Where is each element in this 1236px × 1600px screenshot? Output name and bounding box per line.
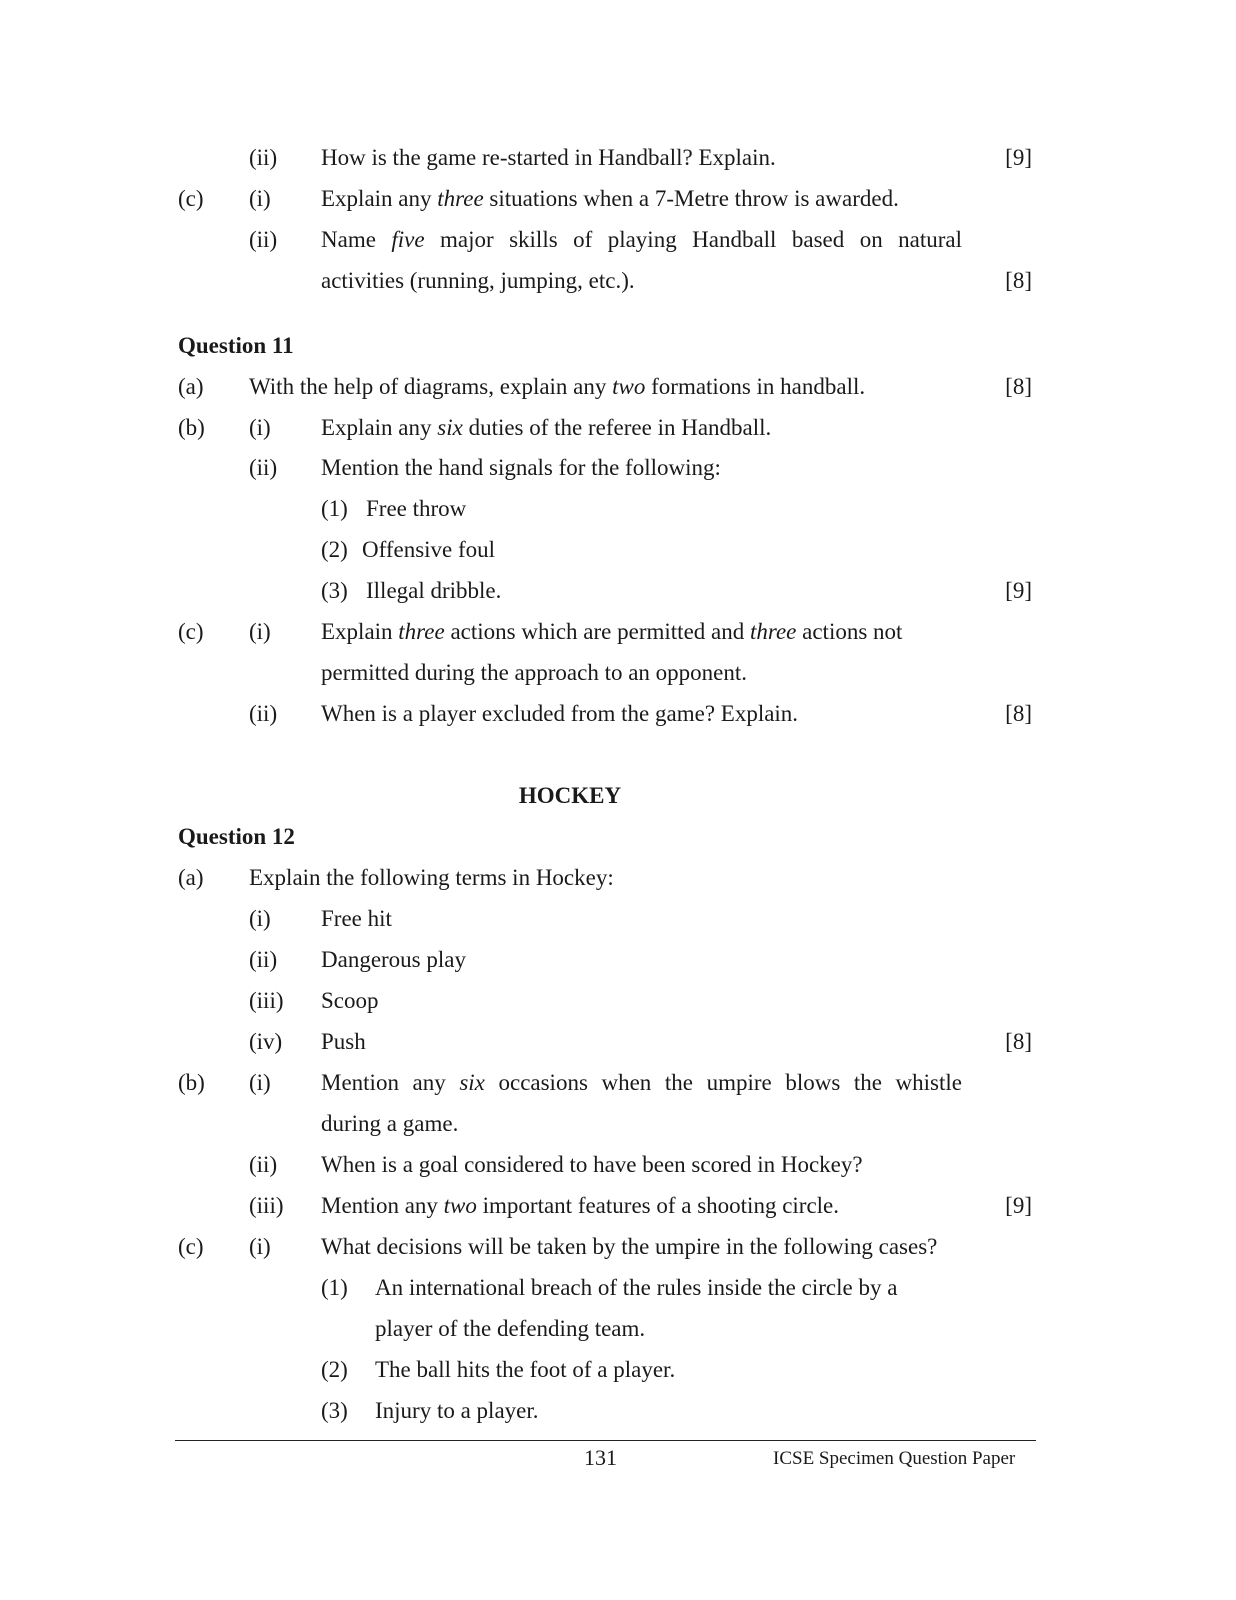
item-text: Offensive foul <box>362 537 496 562</box>
part-label: (b) <box>178 415 205 440</box>
item-text: Free throw <box>366 496 467 521</box>
subpart-label: (i) <box>249 1070 271 1095</box>
marks-label: [8] <box>1005 268 1032 293</box>
item-number: (2) <box>321 1357 348 1382</box>
question-line <box>0 260 1236 301</box>
question-heading: Question 12 <box>178 824 295 849</box>
section-heading: HOCKEY <box>518 783 622 808</box>
item-number: (i) <box>249 906 271 931</box>
subpart-label: (ii) <box>249 455 278 480</box>
question-line <box>0 1144 1236 1185</box>
part-label: (c) <box>178 1234 204 1259</box>
page-number: 131 <box>584 1445 617 1470</box>
subpart-label: (ii) <box>249 145 278 170</box>
question-line <box>0 1185 1236 1226</box>
question-text: Explain any six duties of the referee in Handball. <box>321 415 772 440</box>
question-line <box>0 447 1236 488</box>
subpart-label: (i) <box>249 186 271 211</box>
question-text: Mention any six occasions when the umpire blows the whistle <box>321 1070 962 1095</box>
question-text: Explain the following terms in Hockey: <box>249 865 614 890</box>
subpart-label: (iii) <box>249 1193 284 1218</box>
list-item <box>0 1021 1236 1062</box>
item-text: player of the defending team. <box>375 1316 646 1341</box>
subpart-label: (ii) <box>249 701 278 726</box>
question-text: Name five major skills of playing Handball based on natural <box>321 227 962 252</box>
list-item <box>0 570 1236 611</box>
question-text: What decisions will be taken by the umpire in the following cases? <box>321 1234 938 1259</box>
question-line <box>0 652 1236 693</box>
question-line <box>0 366 1236 407</box>
question-line <box>0 407 1236 448</box>
question-line <box>0 1226 1236 1267</box>
marks-label: [9] <box>1005 578 1032 603</box>
item-number: (ii) <box>249 947 278 972</box>
question-line <box>0 693 1236 734</box>
list-item <box>0 939 1236 980</box>
item-text: The ball hits the foot of a player. <box>375 1357 676 1382</box>
item-text: Push <box>321 1029 366 1054</box>
item-text: Illegal dribble. <box>366 578 502 603</box>
marks-label: [8] <box>1005 1029 1032 1054</box>
item-text: Scoop <box>321 988 379 1013</box>
question-text: Mention the hand signals for the following: <box>321 455 721 480</box>
question-text: When is a goal considered to have been scored in Hockey? <box>321 1152 863 1177</box>
item-text: An international breach of the rules inside the circle by a <box>375 1275 898 1300</box>
item-text: Dangerous play <box>321 947 466 972</box>
question-11-heading <box>0 325 1236 366</box>
list-item <box>0 488 1236 529</box>
list-item <box>0 1308 1236 1349</box>
part-label: (c) <box>178 619 204 644</box>
question-line <box>0 219 1236 260</box>
question-text: With the help of diagrams, explain any two formations in handball. <box>249 374 866 399</box>
item-number: (3) <box>321 578 348 603</box>
question-line <box>0 1062 1236 1103</box>
question-text: Explain three actions which are permitted and three actions not <box>321 619 903 644</box>
item-number: (1) <box>321 496 348 521</box>
question-line <box>0 1103 1236 1144</box>
question-text: Mention any two important features of a shooting circle. <box>321 1193 840 1218</box>
list-item <box>0 980 1236 1021</box>
question-text: Explain any three situations when a 7-Metre throw is awarded. <box>321 186 899 211</box>
question-heading: Question 11 <box>178 333 294 358</box>
question-text: How is the game re-started in Handball? Explain. <box>321 145 776 170</box>
subpart-label: (ii) <box>249 227 278 252</box>
question-line <box>0 137 1236 178</box>
part-label: (a) <box>178 374 204 399</box>
question-line <box>0 857 1236 898</box>
subpart-label: (i) <box>249 415 271 440</box>
item-number: (2) <box>321 537 348 562</box>
item-text: Injury to a player. <box>375 1398 539 1423</box>
marks-label: [8] <box>1005 701 1032 726</box>
subpart-label: (i) <box>249 1234 271 1259</box>
question-text: during a game. <box>321 1111 459 1136</box>
item-number: (iv) <box>249 1029 283 1054</box>
question-line <box>0 178 1236 219</box>
section-heading-row <box>0 775 1236 816</box>
question-text: permitted during the approach to an opponent. <box>321 660 748 685</box>
part-label: (a) <box>178 865 204 890</box>
question-line <box>0 611 1236 652</box>
question-text: When is a player excluded from the game? Explain. <box>321 701 799 726</box>
list-item <box>0 898 1236 939</box>
subpart-label: (i) <box>249 619 271 644</box>
part-label: (b) <box>178 1070 205 1095</box>
list-item <box>0 1267 1236 1308</box>
marks-label: [8] <box>1005 374 1032 399</box>
subpart-label: (ii) <box>249 1152 278 1177</box>
item-number: (1) <box>321 1275 348 1300</box>
list-item <box>0 529 1236 570</box>
item-number: (3) <box>321 1398 348 1423</box>
footer-title: ICSE Specimen Question Paper <box>773 1448 1016 1469</box>
item-text: Free hit <box>321 906 392 931</box>
part-label: (c) <box>178 186 204 211</box>
question-12-heading <box>0 816 1236 857</box>
list-item <box>0 1390 1236 1431</box>
marks-label: [9] <box>1005 145 1032 170</box>
item-number: (iii) <box>249 988 284 1013</box>
list-item <box>0 1349 1236 1390</box>
question-text: activities (running, jumping, etc.). <box>321 268 635 293</box>
marks-label: [9] <box>1005 1193 1032 1218</box>
